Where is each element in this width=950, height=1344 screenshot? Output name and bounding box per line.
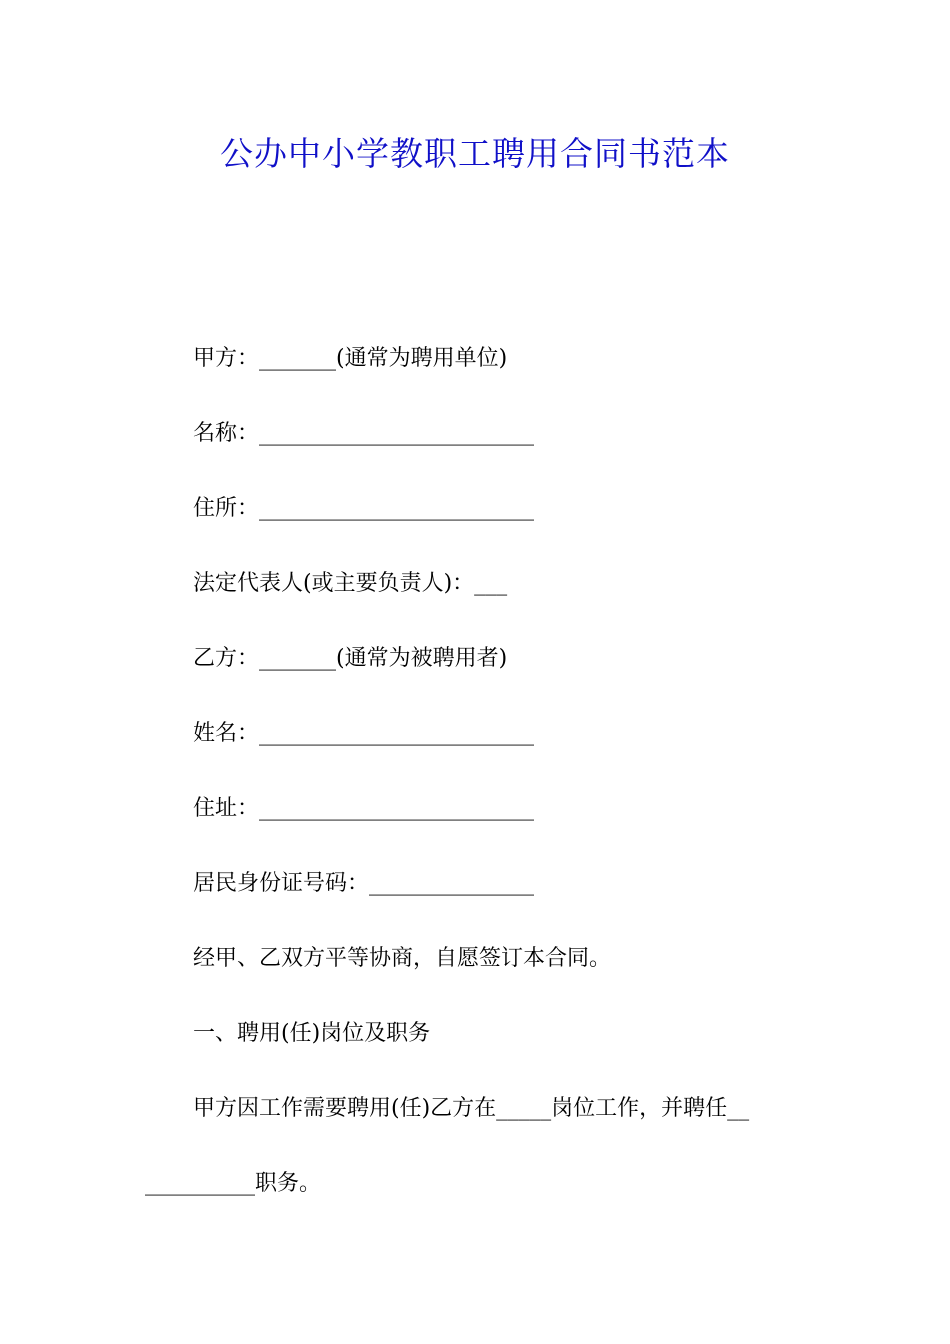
legal-representative-line: 法定代表人(或主要负责人)：___ [193, 571, 508, 596]
position-clause-line-1: 甲方因工作需要聘用(任)乙方在_____岗位工作，并聘任__ [193, 1096, 750, 1121]
party-a-address-line: 住所：_________________________ [193, 496, 535, 521]
party-b-line: 乙方：_______(通常为被聘用者) [193, 646, 508, 671]
party-a-name-line: 名称：_________________________ [193, 421, 535, 446]
id-number-line: 居民身份证号码：_______________ [193, 871, 535, 896]
section-heading-position: 一、聘用(任)岗位及职务 [193, 1021, 431, 1046]
agreement-statement: 经甲、乙双方平等协商，自愿签订本合同。 [193, 946, 612, 971]
party-b-name-line: 姓名：_________________________ [193, 721, 535, 746]
position-clause-line-2: __________职务。 [145, 1171, 322, 1196]
party-b-address-line: 住址：_________________________ [193, 796, 535, 821]
party-a-line: 甲方：_______(通常为聘用单位) [193, 346, 508, 371]
document-title: 公办中小学教职工聘用合同书范本 [220, 134, 730, 173]
